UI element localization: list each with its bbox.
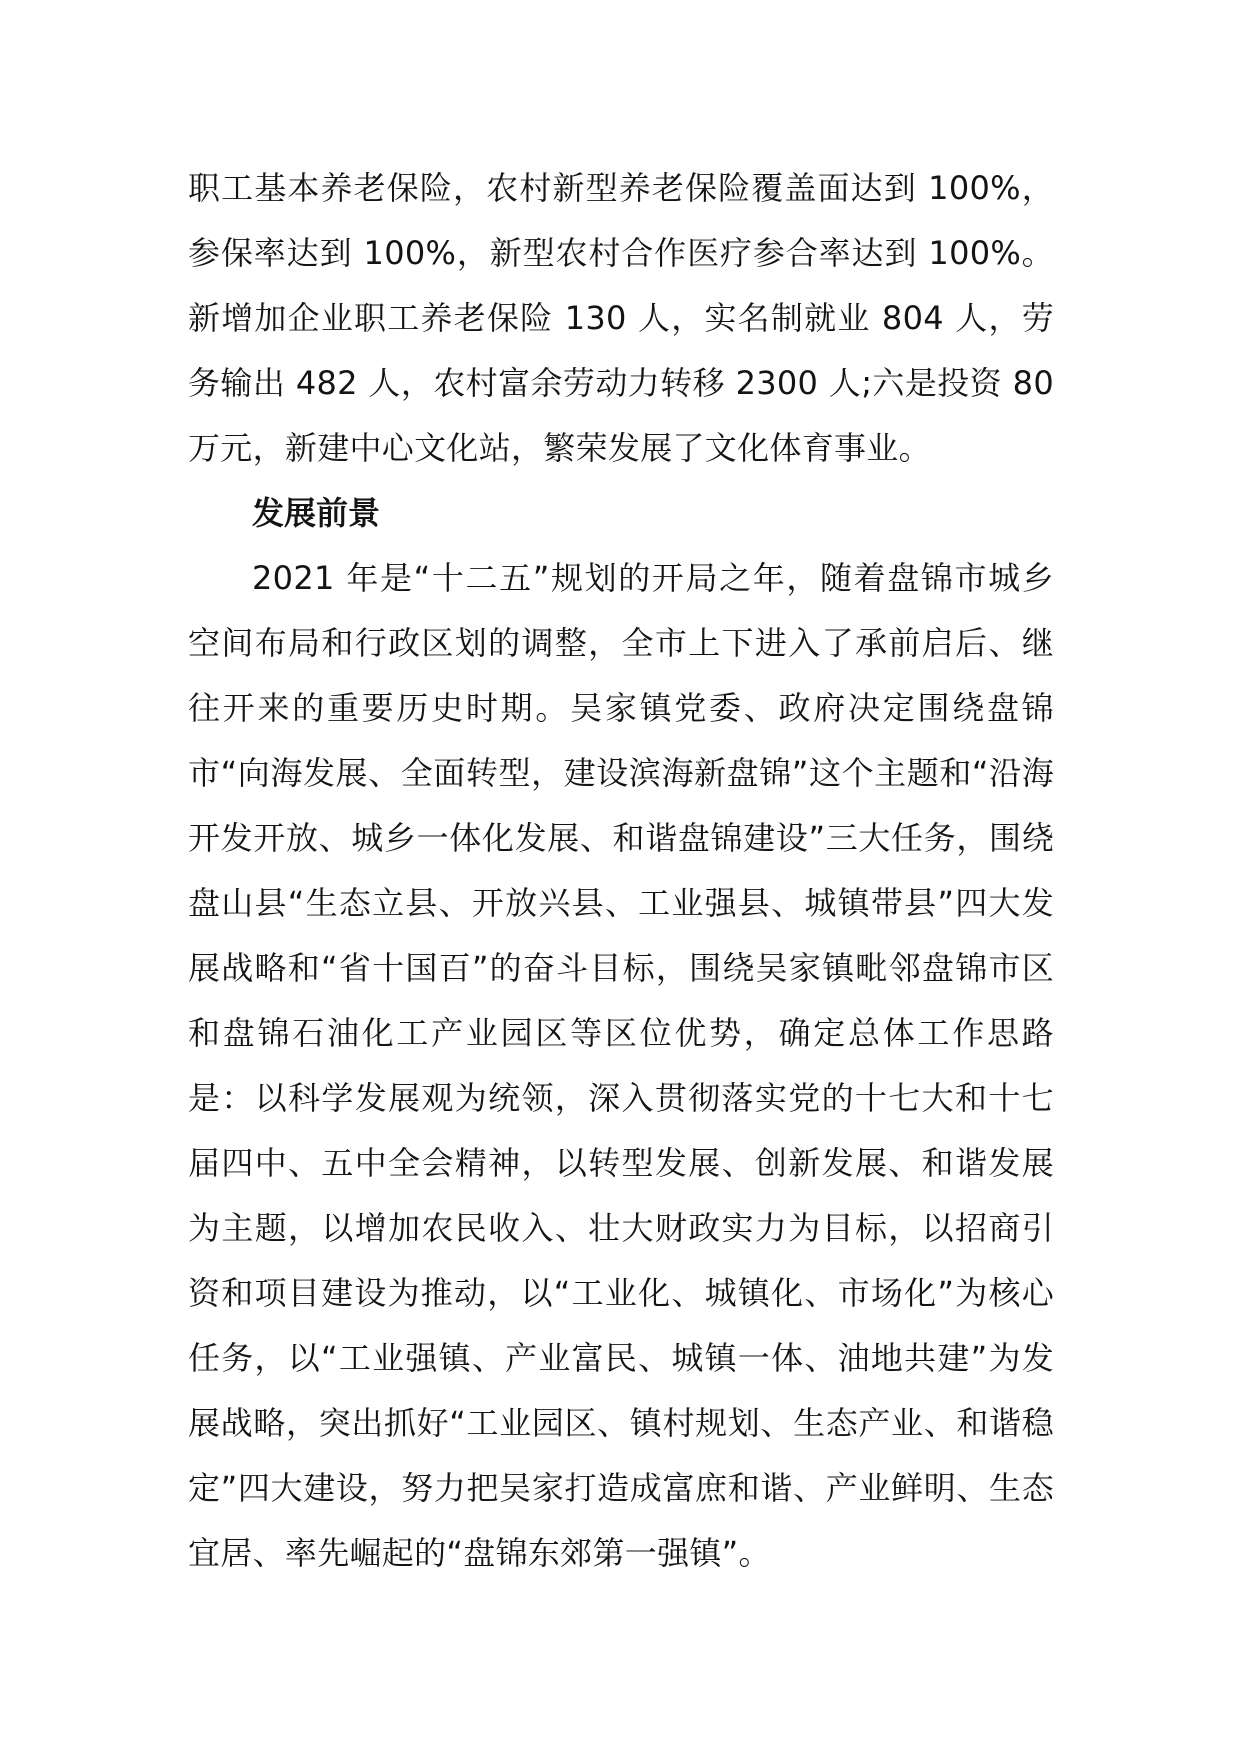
paragraph-outlook: 2021 年是“十二五”规划的开局之年，随着盘锦市城乡空间布局和行政区划的调整，全市上下进入了承前启后、继往开来的重要历史时期。吴家镇党委、政府决定围绕盘锦市“向海发展、全面转型，建设滨海新盘锦”这个主题和“沿海开发开放、城乡一体化发展、和谐盘锦建设”三大任务，围绕盘山县“生态立县、开放兴县、工业强县、城镇带县”四大发展战略和“省十国百”的奋斗目标，围绕吴家镇毗邻盘锦市区和盘锦石油化工产业园区等区位优势，确定总体工作思路是：以科学发展观为统领，深入贯彻落实党的十七大和十七届四中、五中全会精神，以转型发展、创新发展、和谐发展为主题，以增加农民收入、壮大财政实力为目标，以招商引资和项目建设为推动，以“工业化、城镇化、市场化”为核心任务，以“工业强镇、产业富民、城镇一体、油地共建”为发展战略，突出抓好“工业园区、镇村规划、生态产业、和谐稳定”四大建设，努力把吴家打造成富庶和谐、产业鲜明、生态宜居、率先崛起的“盘锦东郊第一强镇”。 (188, 559, 1054, 1572)
document-body (188, 156, 1054, 1586)
section-heading: 发展前景 (252, 494, 381, 532)
paragraph-continuation: 职工基本养老保险，农村新型养老保险覆盖面达到 100%，参保率达到 100%，新型农村合作医疗参合率达到 100%。新增加企业职工养老保险 130 人，实名制就业 804 人，劳务输出 482 人，农村富余劳动力转移 2300 人;六是投资 80 万元，新建中心文化站，繁荣发展了文化体育事业。 (188, 169, 1054, 467)
